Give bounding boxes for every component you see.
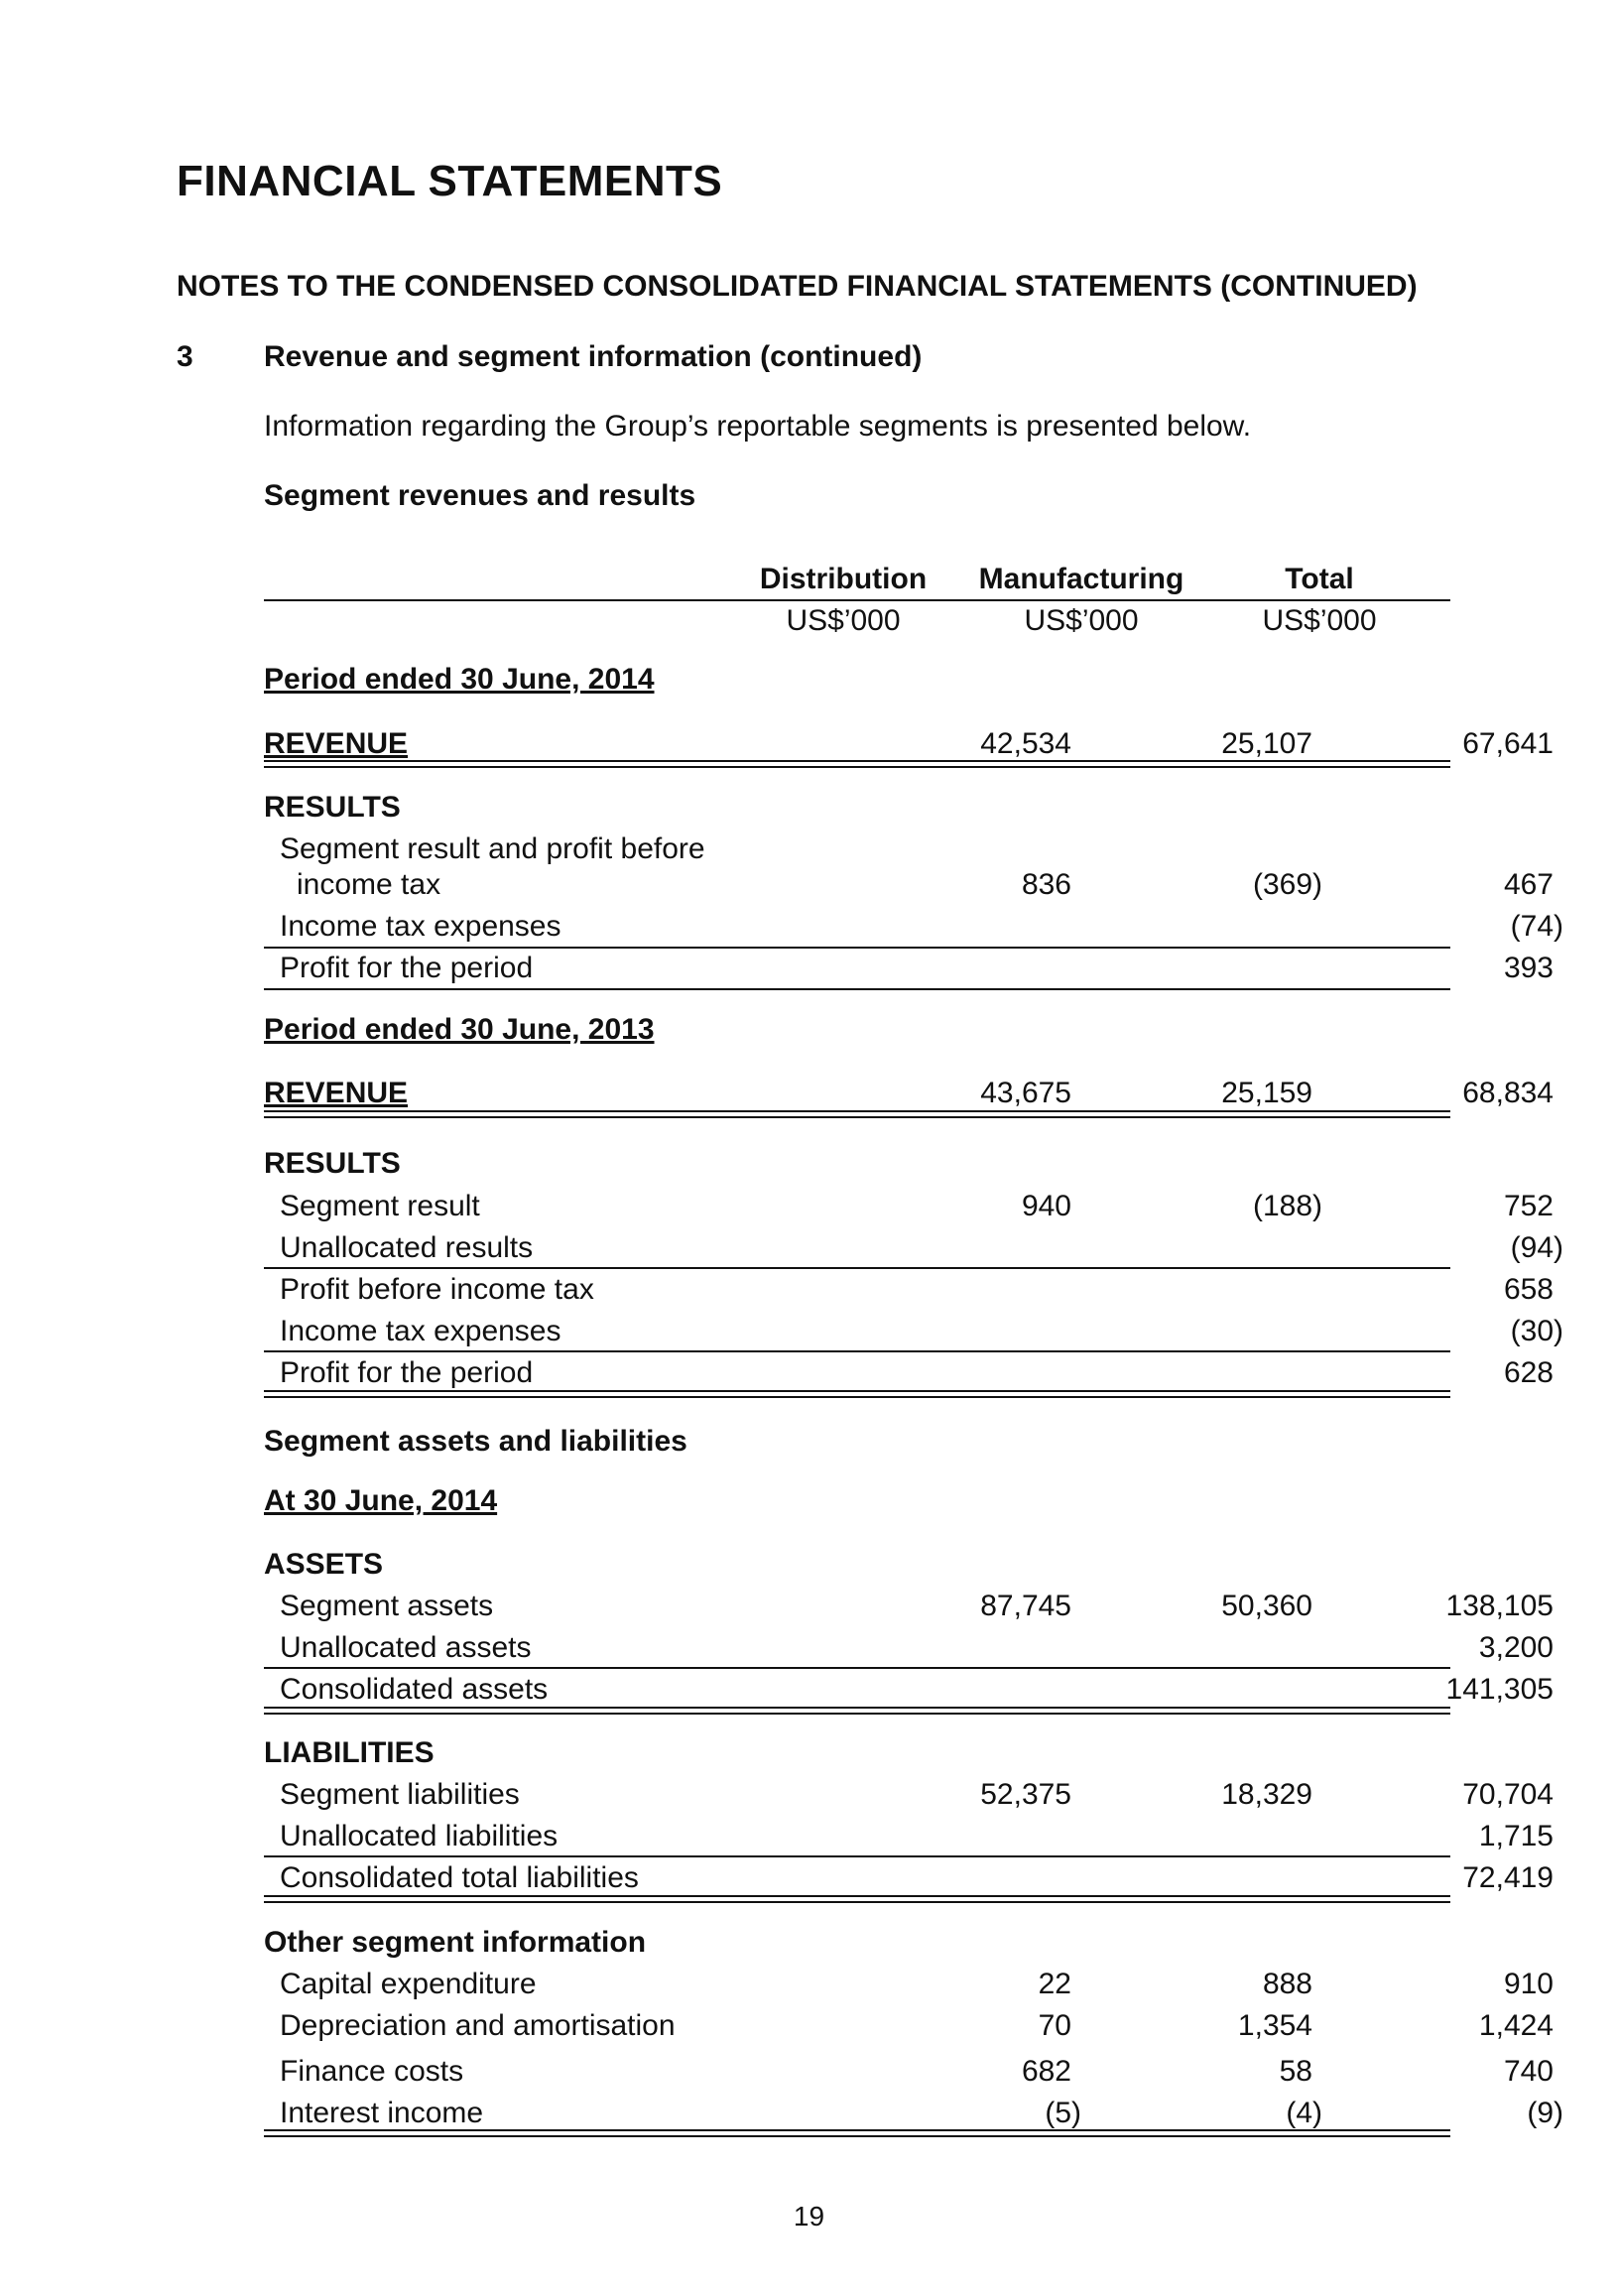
row-label: Depreciation and amortisation bbox=[280, 2009, 676, 2042]
assets-heading: ASSETS bbox=[264, 1548, 384, 1581]
row-label: Unallocated results bbox=[280, 1231, 534, 1264]
table-row bbox=[264, 1190, 1554, 1225]
col-manufacturing-header: Manufacturing bbox=[978, 563, 1184, 595]
double-rule bbox=[264, 760, 1450, 768]
cell-total: 1,424 bbox=[1478, 2009, 1554, 2042]
header-rule bbox=[264, 599, 1450, 601]
rule bbox=[264, 1267, 1450, 1269]
cell-total: (94) bbox=[1510, 1231, 1563, 1264]
table-row bbox=[264, 1778, 1554, 1814]
cell-total: 393 bbox=[1503, 952, 1554, 984]
cell-total: (9) bbox=[1527, 2097, 1563, 2129]
table-row bbox=[264, 910, 1563, 946]
col-distribution-unit: US$’000 bbox=[786, 604, 901, 637]
page-title: FINANCIAL STATEMENTS bbox=[177, 157, 723, 205]
table-row bbox=[264, 1077, 1554, 1112]
table-row bbox=[264, 2009, 1554, 2045]
rule bbox=[264, 1667, 1450, 1669]
cell-total: 67,641 bbox=[1462, 727, 1554, 760]
cell-total: 72,419 bbox=[1462, 1861, 1554, 1894]
double-rule bbox=[264, 1390, 1450, 1398]
cell-total: 3,200 bbox=[1478, 1631, 1554, 1664]
row-label: Profit before income tax bbox=[280, 1273, 594, 1306]
row-label: Interest income bbox=[280, 2097, 484, 2129]
row-label: Unallocated assets bbox=[280, 1631, 532, 1664]
cell-total: 910 bbox=[1503, 1968, 1554, 2000]
table-row bbox=[264, 2097, 1563, 2132]
segment-revenues-heading: Segment revenues and results bbox=[264, 479, 696, 512]
cell-total: 752 bbox=[1503, 1190, 1554, 1222]
cell-total: 628 bbox=[1503, 1356, 1554, 1389]
cell-distribution: 22 bbox=[1038, 1968, 1071, 2000]
period-2013-heading: Period ended 30 June, 2013 bbox=[264, 1013, 655, 1046]
row-label: Segment result bbox=[280, 1190, 480, 1222]
cell-manufacturing: (188) bbox=[1252, 1190, 1322, 1222]
row-label: income tax bbox=[297, 868, 441, 901]
cell-manufacturing: 25,107 bbox=[1221, 727, 1312, 760]
cell-distribution: 70 bbox=[1038, 2009, 1071, 2042]
row-label: Profit for the period bbox=[280, 952, 534, 984]
cell-manufacturing: 1,354 bbox=[1237, 2009, 1312, 2042]
row-label: Capital expenditure bbox=[280, 1968, 537, 2000]
cell-total: 658 bbox=[1503, 1273, 1554, 1306]
cell-manufacturing: (4) bbox=[1286, 2097, 1322, 2129]
table-row bbox=[264, 1356, 1554, 1392]
table-row bbox=[264, 1968, 1554, 2003]
table-row bbox=[264, 952, 1554, 987]
cell-total: 740 bbox=[1503, 2055, 1554, 2088]
other-info-heading: Other segment information bbox=[264, 1926, 647, 1959]
row-label: Income tax expenses bbox=[280, 1315, 561, 1347]
page-number: 19 bbox=[793, 2201, 825, 2232]
cell-manufacturing: 58 bbox=[1279, 2055, 1312, 2088]
table-row bbox=[264, 1315, 1563, 1350]
cell-distribution: 42,534 bbox=[980, 727, 1071, 760]
at-date-heading: At 30 June, 2014 bbox=[264, 1484, 498, 1517]
notes-heading: NOTES TO THE CONDENSED CONSOLIDATED FINANCIAL STATEMENTS (CONTINUED) bbox=[177, 270, 1418, 303]
double-rule bbox=[264, 2129, 1450, 2137]
table-row bbox=[264, 727, 1554, 763]
cell-manufacturing: 50,360 bbox=[1221, 1590, 1312, 1622]
rule bbox=[264, 1855, 1450, 1857]
cell-manufacturing: (369) bbox=[1252, 868, 1322, 901]
table-row bbox=[264, 1820, 1554, 1855]
cell-distribution: 52,375 bbox=[980, 1778, 1071, 1811]
table-row bbox=[264, 1861, 1554, 1897]
row-label: Segment result and profit before bbox=[280, 832, 705, 865]
table-row bbox=[264, 1631, 1554, 1667]
cell-total: 141,305 bbox=[1445, 1673, 1554, 1706]
liabilities-heading: LIABILITIES bbox=[264, 1736, 435, 1769]
table-row bbox=[264, 868, 1554, 904]
row-label: Segment assets bbox=[280, 1590, 494, 1622]
period-2014-heading: Period ended 30 June, 2014 bbox=[264, 663, 655, 696]
row-label: Profit for the period bbox=[280, 1356, 534, 1389]
cell-manufacturing: 25,159 bbox=[1221, 1077, 1312, 1109]
cell-total: 1,715 bbox=[1478, 1820, 1554, 1852]
cell-manufacturing: 888 bbox=[1262, 1968, 1312, 2000]
row-label: REVENUE bbox=[264, 727, 409, 760]
cell-distribution: 836 bbox=[1021, 868, 1071, 901]
row-label: REVENUE bbox=[264, 1077, 409, 1109]
table-row bbox=[264, 2055, 1554, 2091]
segment-assets-heading: Segment assets and liabilities bbox=[264, 1425, 687, 1458]
col-total-header: Total bbox=[1285, 563, 1354, 595]
table-row bbox=[264, 1273, 1554, 1309]
cell-distribution: 682 bbox=[1021, 2055, 1071, 2088]
row-label: Consolidated assets bbox=[280, 1673, 549, 1706]
double-rule bbox=[264, 1895, 1450, 1903]
table-row bbox=[264, 832, 1450, 868]
rule bbox=[264, 1350, 1450, 1352]
row-label: Segment liabilities bbox=[280, 1778, 520, 1811]
cell-manufacturing: 18,329 bbox=[1221, 1778, 1312, 1811]
table-row bbox=[264, 1673, 1554, 1709]
cell-distribution: 87,745 bbox=[980, 1590, 1071, 1622]
table-row bbox=[264, 1231, 1563, 1267]
rule bbox=[264, 988, 1450, 990]
rule bbox=[264, 947, 1450, 949]
row-label: Finance costs bbox=[280, 2055, 464, 2088]
row-label: Consolidated total liabilities bbox=[280, 1861, 639, 1894]
section-intro: Information regarding the Group’s reportable segments is presented below. bbox=[264, 410, 1252, 443]
cell-total: 467 bbox=[1503, 868, 1554, 901]
results-heading: RESULTS bbox=[264, 791, 401, 824]
cell-distribution: 43,675 bbox=[980, 1077, 1071, 1109]
cell-total: 70,704 bbox=[1462, 1778, 1554, 1811]
col-total-unit: US$’000 bbox=[1262, 604, 1377, 637]
cell-total: (30) bbox=[1510, 1315, 1563, 1347]
col-distribution-header: Distribution bbox=[759, 563, 928, 595]
results-heading: RESULTS bbox=[264, 1147, 401, 1180]
double-rule bbox=[264, 1707, 1450, 1715]
cell-distribution: 940 bbox=[1021, 1190, 1071, 1222]
cell-distribution: (5) bbox=[1045, 2097, 1081, 2129]
row-label: Unallocated liabilities bbox=[280, 1820, 559, 1852]
section-number: 3 bbox=[177, 340, 193, 373]
cell-total: (74) bbox=[1510, 910, 1563, 943]
table-row bbox=[264, 1590, 1554, 1625]
double-rule bbox=[264, 1110, 1450, 1118]
cell-total: 138,105 bbox=[1445, 1590, 1554, 1622]
col-manufacturing-unit: US$’000 bbox=[1024, 604, 1139, 637]
row-label: Income tax expenses bbox=[280, 910, 561, 943]
section-title: Revenue and segment information (continued) bbox=[264, 340, 923, 373]
cell-total: 68,834 bbox=[1462, 1077, 1554, 1109]
